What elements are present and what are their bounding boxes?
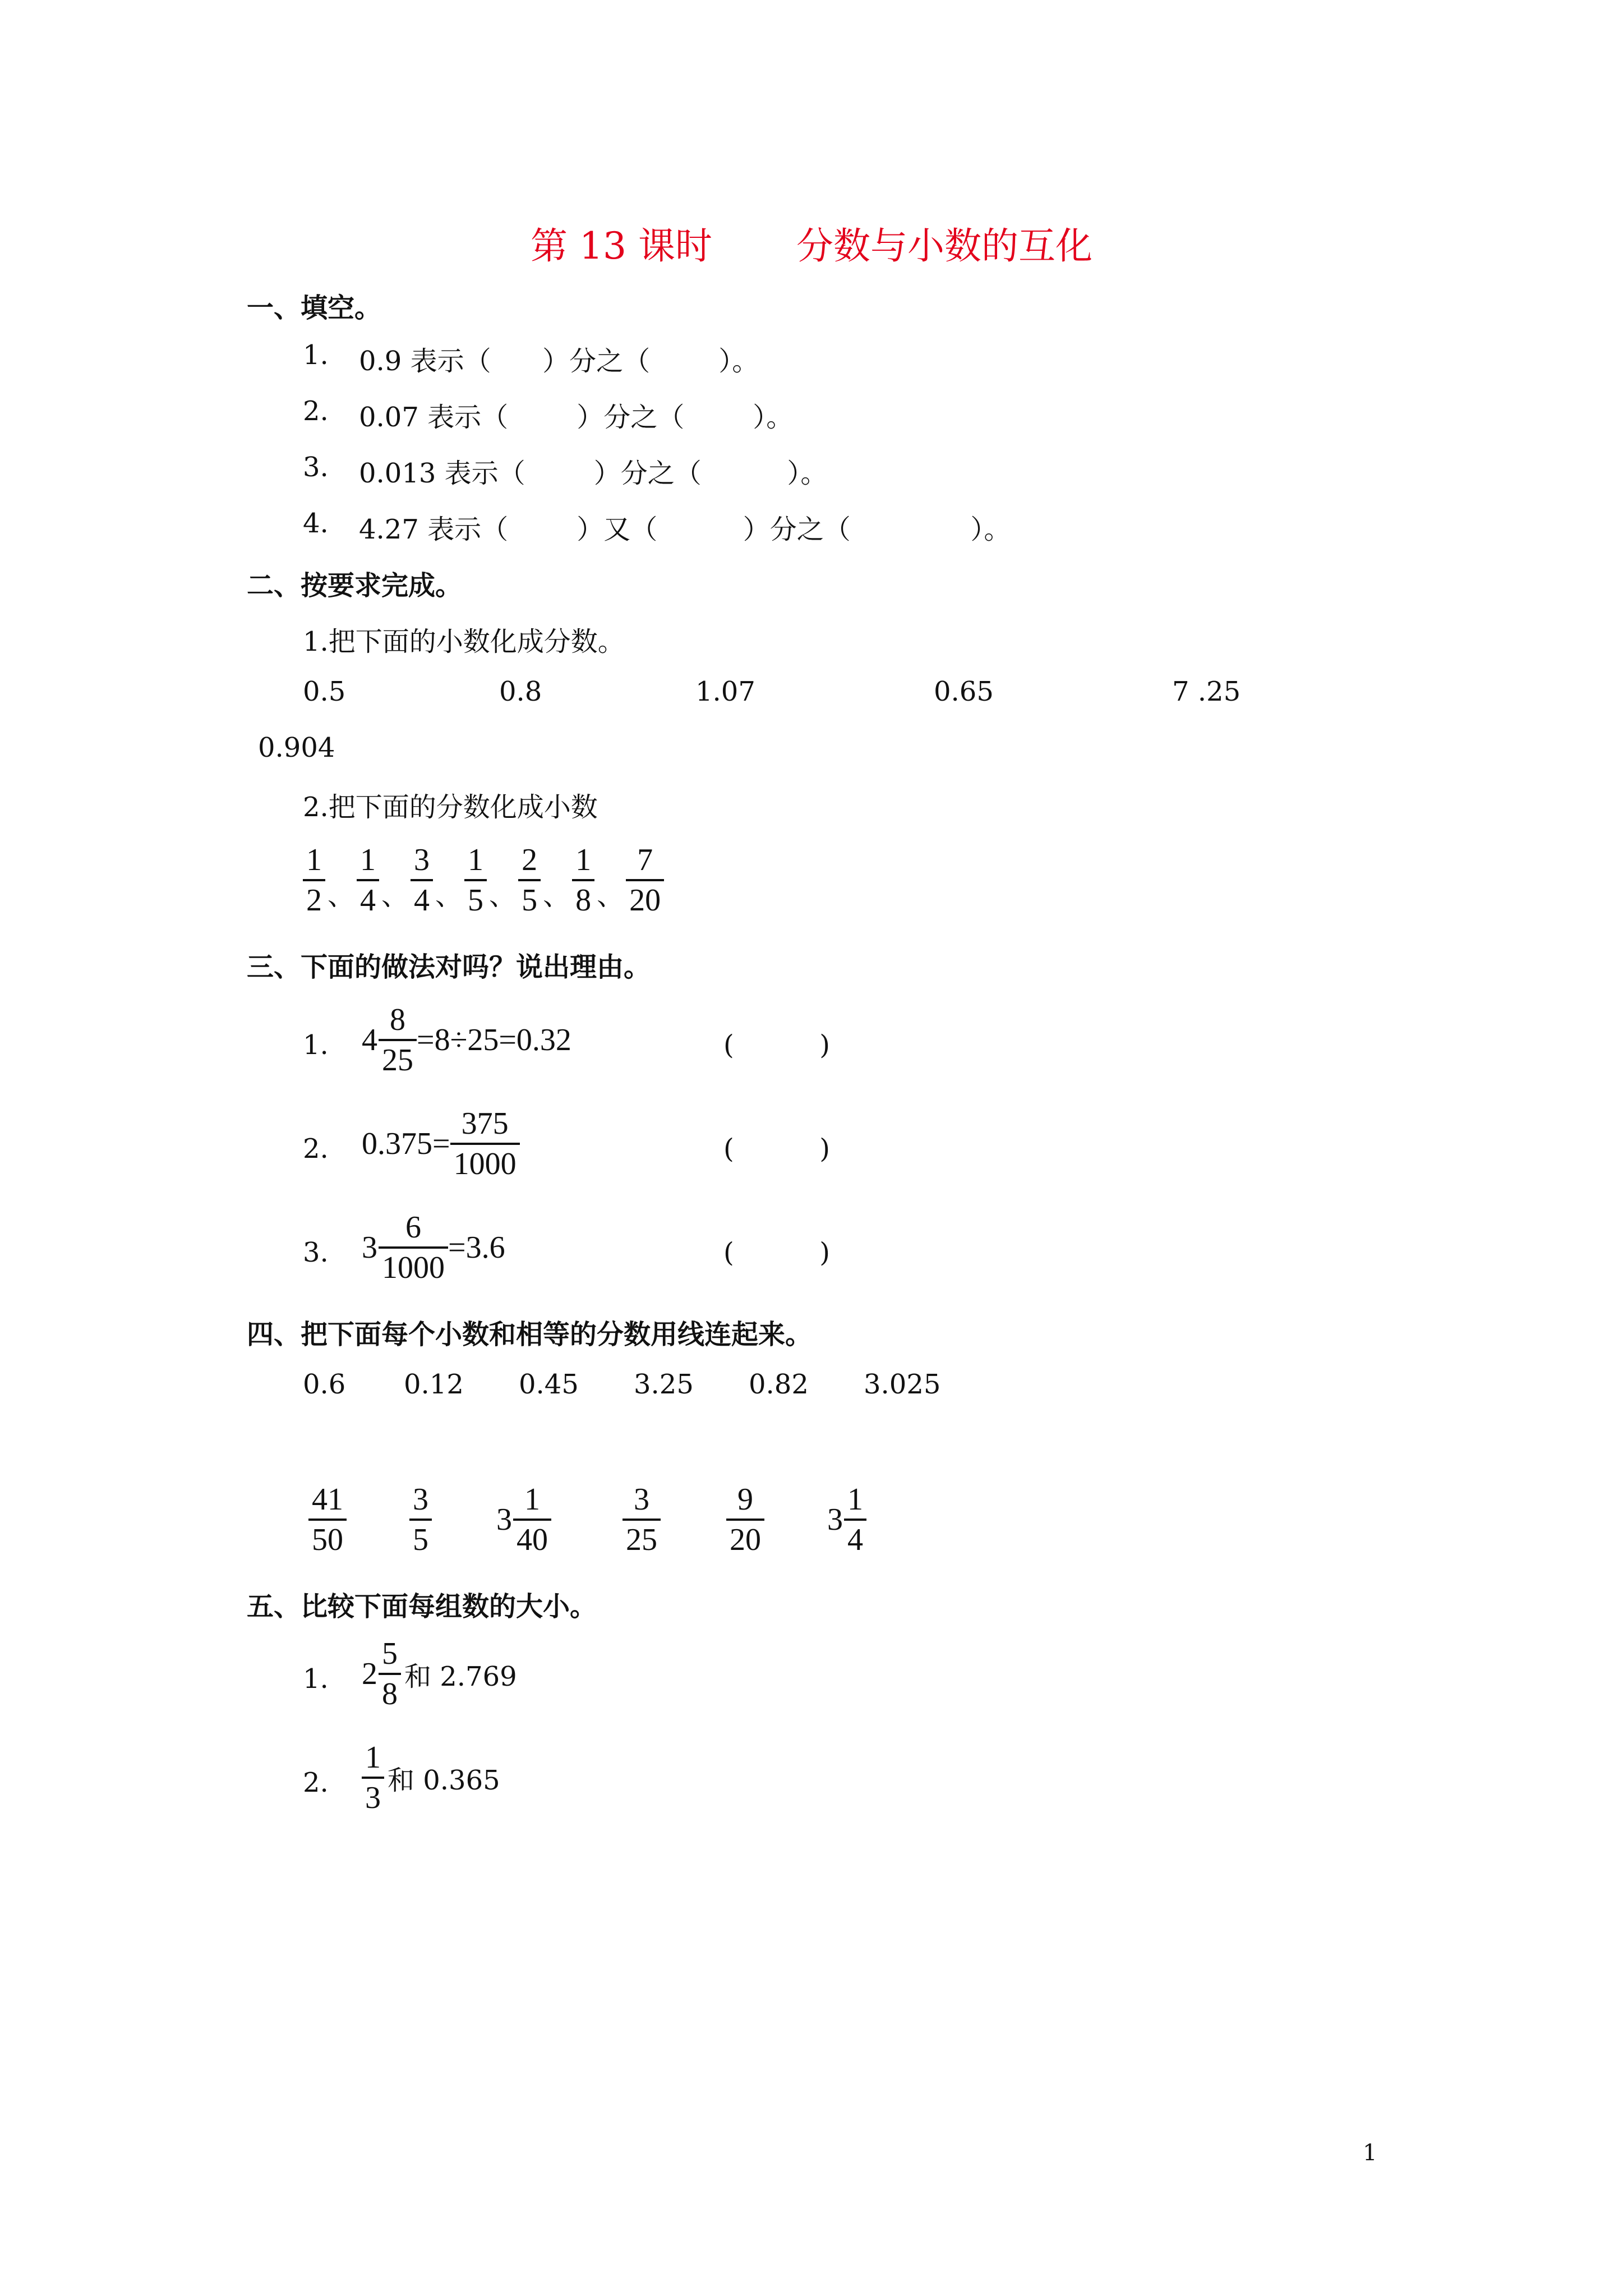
whole-part: 3 bbox=[362, 1230, 377, 1265]
separator: 、 bbox=[435, 880, 463, 912]
answer-blank: ( ) bbox=[723, 1133, 831, 1165]
s1-item-2-number: 2. bbox=[303, 395, 329, 427]
section-2-heading: 二、按要求完成。 bbox=[247, 570, 463, 601]
s2-decimal: 7 .25 bbox=[1172, 676, 1241, 707]
fraction: $\frac{7}{20}$ bbox=[626, 844, 664, 916]
whole-part: 2 bbox=[362, 1657, 377, 1691]
s2-fraction-list bbox=[303, 844, 664, 916]
s1-item-4-text: 4.27 表示（ ）又（ ）分之（ ）。 bbox=[359, 514, 1011, 545]
fraction: $\frac{1}{5}$ bbox=[464, 844, 487, 916]
fraction: $\frac{1}{2}$ bbox=[303, 844, 325, 916]
s4-decimal: 0.82 bbox=[749, 1369, 809, 1400]
s4-mixed-fraction: 3 $\frac{1}{4}$ bbox=[827, 1484, 866, 1556]
s1-item-3-text: 0.013 表示（ ）分之（ ）。 bbox=[359, 458, 828, 489]
s4-decimal: 0.12 bbox=[404, 1369, 464, 1400]
fraction: $\frac{1}{4}$ bbox=[357, 844, 379, 916]
fraction: $\frac{375}{1000}$ bbox=[450, 1108, 520, 1180]
comparison-text: 和 0.365 bbox=[388, 1764, 500, 1796]
lesson-label: 第 13 课时 bbox=[531, 224, 712, 268]
expression-rest: =8÷25=0.32 bbox=[417, 1023, 571, 1057]
s4-decimal: 3.25 bbox=[634, 1369, 694, 1400]
s3-item-3-expression bbox=[362, 1212, 505, 1283]
s1-item-4-number: 4. bbox=[303, 508, 329, 539]
s2-decimal: 0.8 bbox=[499, 676, 542, 707]
s4-fraction: $\frac{3}{5}$ bbox=[409, 1484, 432, 1556]
lesson-topic: 分数与小数的互化 bbox=[796, 224, 1092, 268]
s4-fraction: $\frac{3}{25}$ bbox=[623, 1484, 661, 1556]
s3-item-2-number: 2. bbox=[303, 1133, 329, 1165]
s4-fraction: $\frac{41}{50}$ bbox=[308, 1484, 347, 1556]
section-1-heading: 一、填空。 bbox=[247, 292, 382, 324]
s1-item-3-number: 3. bbox=[303, 452, 329, 483]
fraction: $\frac{5}{8}$ bbox=[379, 1638, 401, 1710]
section-5-heading: 五、比较下面每组数的大小。 bbox=[247, 1591, 597, 1622]
answer-blank: ( ) bbox=[723, 1237, 831, 1268]
s4-mixed-fraction: 3 $\frac{1}{40}$ bbox=[496, 1484, 551, 1556]
separator: 、 bbox=[489, 880, 517, 912]
answer-blank: ( ) bbox=[723, 1029, 831, 1061]
s4-fraction: $\frac{9}{20}$ bbox=[726, 1484, 764, 1556]
fraction: $\frac{3}{4}$ bbox=[411, 844, 433, 916]
separator: 、 bbox=[543, 880, 570, 912]
s1-item-1-number: 1. bbox=[303, 339, 329, 371]
section-3-heading: 三、下面的做法对吗？说出理由。 bbox=[247, 951, 651, 983]
s4-decimal: 3.025 bbox=[864, 1369, 941, 1400]
fraction: $\frac{1}{8}$ bbox=[572, 844, 594, 916]
s3-item-1-number: 1. bbox=[303, 1029, 329, 1061]
s2-decimal: 0.904 bbox=[258, 732, 335, 763]
s5-item-2-expression bbox=[362, 1742, 500, 1814]
fraction: $\frac{1}{3}$ bbox=[362, 1742, 384, 1814]
s5-item-1-expression bbox=[362, 1638, 517, 1710]
s5-item-1-number: 1. bbox=[303, 1663, 329, 1695]
section-4-heading: 四、把下面每个小数和相等的分数用线连起来。 bbox=[247, 1319, 813, 1350]
s4-decimal: 0.45 bbox=[519, 1369, 579, 1400]
fraction: $\frac{8}{25}$ bbox=[379, 1004, 417, 1076]
s1-item-2-text: 0.07 表示（ ）分之（ ）。 bbox=[359, 402, 794, 433]
s2-decimal: 1.07 bbox=[695, 676, 755, 707]
whole-part: 4 bbox=[362, 1023, 377, 1057]
separator: 、 bbox=[328, 880, 355, 912]
s4-decimal: 0.6 bbox=[303, 1369, 346, 1400]
page-number: 1 bbox=[1363, 2140, 1377, 2166]
expression-rest: =3.6 bbox=[448, 1230, 505, 1265]
s2-question-2: 2.把下面的分数化成小数 bbox=[303, 792, 598, 823]
s3-item-3-number: 3. bbox=[303, 1237, 329, 1268]
separator: 、 bbox=[597, 880, 624, 912]
expression-lhs: 0.375= bbox=[362, 1126, 450, 1161]
s5-item-2-number: 2. bbox=[303, 1767, 329, 1798]
separator: 、 bbox=[381, 880, 409, 912]
s2-decimal: 0.5 bbox=[303, 676, 346, 707]
comparison-text: 和 2.769 bbox=[404, 1660, 517, 1692]
s3-item-2-expression bbox=[362, 1108, 520, 1180]
page-title bbox=[0, 216, 1623, 269]
s2-question-1: 1.把下面的小数化成分数。 bbox=[303, 626, 625, 657]
fraction: $\frac{2}{5}$ bbox=[518, 844, 541, 916]
s1-item-1-text: 0.9 表示（ ）分之（ ）。 bbox=[359, 346, 759, 377]
s3-item-1-expression bbox=[362, 1004, 571, 1076]
s2-decimal: 0.65 bbox=[934, 676, 994, 707]
fraction: $\frac{6}{1000}$ bbox=[379, 1212, 448, 1283]
